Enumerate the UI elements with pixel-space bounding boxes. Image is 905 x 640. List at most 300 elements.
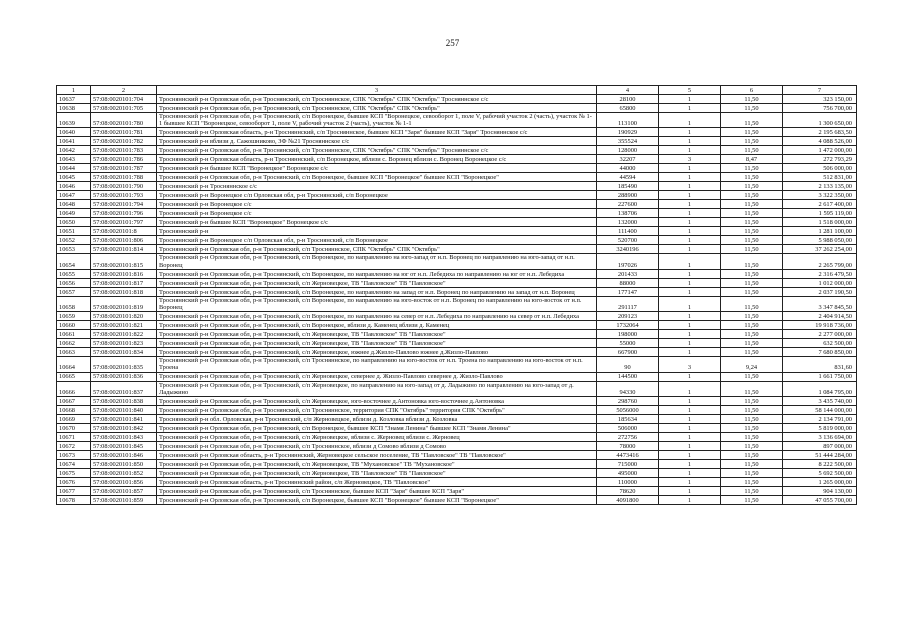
table-cell: 355524: [597, 137, 659, 146]
table-cell: 1: [659, 424, 721, 433]
table-row: [57, 415, 857, 424]
table-cell: 1: [659, 269, 721, 278]
table-cell: Тросняннский р-н Орловская область, р-н Тросняннский, с/п Воронецкое, вблизи с. Воронец вблизи с. Воронец Воронецкое с/с: [157, 155, 597, 164]
table-cell: 10642: [57, 146, 91, 155]
table-cell: 57:08:0020101:850: [91, 460, 157, 469]
table-cell: 57:08:0020101:794: [91, 200, 157, 209]
table-row: [57, 128, 857, 137]
table-cell: 11,50: [721, 146, 783, 155]
table-cell: 11,50: [721, 451, 783, 460]
table-cell: 1: [659, 433, 721, 442]
table-row: [57, 372, 857, 381]
table-cell: 88000: [597, 278, 659, 287]
table-cell: Тросняннский р-н Орловская обл, р-н Троснянский, с/п Жерновецкое, севернее д. Жизло-Павлово севернее д. Жизло-Павлово: [157, 372, 597, 381]
table-cell: 1 472 000,00: [783, 146, 857, 155]
table-cell: 10638: [57, 104, 91, 113]
table-cell: 94330: [597, 381, 659, 396]
table-cell: 1: [659, 442, 721, 451]
table-cell: 11,50: [721, 227, 783, 236]
table-cell: 57:08:0020101:843: [91, 433, 157, 442]
table-cell: 57:08:0020101:783: [91, 146, 157, 155]
table-cell: 57:08:0020101:819: [91, 296, 157, 311]
table-cell: 185490: [597, 182, 659, 191]
table-cell: 44000: [597, 164, 659, 173]
table-cell: Тросняннский р-н Воронецкое с/с: [157, 200, 597, 209]
table-cell: 10646: [57, 182, 91, 191]
table-cell: Тросняннский р-н Орловская область, р-н Тросняннский, с/п Тросняннское, бывшее КСП "Заря" бывшее КСП "Заря" Тросняннское с/с: [157, 128, 597, 137]
table-cell: Тросняннский р-н Орловская обл, р-н Троснянский, с/п Тросняннское, бывшее КСП "Заря" бывшее КСП "Заря": [157, 487, 597, 496]
table-cell: 1: [659, 113, 721, 128]
table-cell: 113100: [597, 113, 659, 128]
table-cell: 2 037 190,50: [783, 287, 857, 296]
table-row: [57, 137, 857, 146]
table-cell: 11,50: [721, 95, 783, 104]
table-cell: 2 134 791,00: [783, 415, 857, 424]
table-cell: Тросняннский р-н Орловская обл, р-н Троснянский, с/п Воронецкое, по направлению на юго-восток от н.п. Воронец по направлению на юго-восток от н.п. Воронец: [157, 296, 597, 311]
table-cell: 78620: [597, 487, 659, 496]
table-cell: 10639: [57, 113, 91, 128]
table-row: [57, 173, 857, 182]
table-cell: 11,50: [721, 348, 783, 357]
table-row: [57, 278, 857, 287]
register-table-wrapper: [56, 85, 856, 505]
table-cell: 1: [659, 415, 721, 424]
table-row: [57, 339, 857, 348]
table-cell: Тросняннский р-н Орловская обл, р-н Троснянский, с/п Тросняннское, по направлению на юго-восток от н.п. Троена по направлению на юго-восток от н.п. Троена: [157, 357, 597, 372]
table-cell: 10667: [57, 397, 91, 406]
table-cell: 57:08:0020101:786: [91, 155, 157, 164]
table-cell: Тросняннский р-н Орловская область, р-н Тросняннский район, с/п Жерновецкое, ТВ "Павловское": [157, 478, 597, 487]
table-cell: 110000: [597, 478, 659, 487]
table-cell: 57:08:0020101:806: [91, 236, 157, 245]
table-cell: 897 000,00: [783, 442, 857, 451]
table-cell: 1 300 650,00: [783, 113, 857, 128]
table-cell: 5 988 050,00: [783, 236, 857, 245]
table-cell: 1: [659, 451, 721, 460]
table-row: [57, 357, 857, 372]
table-cell: 11,50: [721, 164, 783, 173]
table-cell: 10672: [57, 442, 91, 451]
table-cell: 7 680 850,00: [783, 348, 857, 357]
table-cell: 4473416: [597, 451, 659, 460]
table-cell: 11,50: [721, 182, 783, 191]
table-cell: 11,50: [721, 209, 783, 218]
column-header: 1: [57, 86, 91, 95]
table-row: [57, 155, 857, 164]
table-cell: 10645: [57, 173, 91, 182]
column-header: 3: [157, 86, 597, 95]
table-cell: 1: [659, 397, 721, 406]
table-cell: Тросняннский р-н Орловская обл, р-н Троснянский, с/п Тросняннское, СПК "Октябрь" СПК "Октябрь": [157, 104, 597, 113]
table-cell: 1: [659, 254, 721, 269]
table-cell: 11,50: [721, 321, 783, 330]
table-cell: 11,50: [721, 460, 783, 469]
table-cell: 506 000,00: [783, 164, 857, 173]
table-cell: 11,50: [721, 173, 783, 182]
table-cell: 57:08:0020101:788: [91, 173, 157, 182]
table-cell: 10656: [57, 278, 91, 287]
table-cell: 32207: [597, 155, 659, 164]
table-cell: 10662: [57, 339, 91, 348]
table-cell: 11,50: [721, 496, 783, 505]
table-cell: 57:08:0020101:817: [91, 278, 157, 287]
table-cell: 1: [659, 104, 721, 113]
table-cell: 5 819 000,00: [783, 424, 857, 433]
table-cell: Тросняннский р-н Орловская область, р-н Тросняннский, Жерновецкое сельское поселение, ТВ "Павловское" ТВ "Павловское": [157, 451, 597, 460]
table-row: [57, 218, 857, 227]
table-row: [57, 200, 857, 209]
table-cell: 11,50: [721, 104, 783, 113]
table-cell: 831,60: [783, 357, 857, 372]
table-row: [57, 381, 857, 396]
table-cell: 57:08:0020101:838: [91, 397, 157, 406]
table-cell: 10674: [57, 460, 91, 469]
table-cell: 11,50: [721, 278, 783, 287]
table-cell: 2 195 683,50: [783, 128, 857, 137]
table-cell: 10654: [57, 254, 91, 269]
table-cell: 1: [659, 164, 721, 173]
table-row: [57, 496, 857, 505]
table-cell: 1: [659, 287, 721, 296]
table-cell: 201433: [597, 269, 659, 278]
table-cell: 90: [597, 357, 659, 372]
table-cell: 1: [659, 381, 721, 396]
table-cell: 1: [659, 296, 721, 311]
table-cell: 11,50: [721, 200, 783, 209]
table-cell: 57:08:0020101:782: [91, 137, 157, 146]
table-row: [57, 451, 857, 460]
table-cell: 57:08:0020101:822: [91, 330, 157, 339]
table-cell: 1: [659, 406, 721, 415]
table-row: [57, 191, 857, 200]
table-cell: 1: [659, 128, 721, 137]
table-cell: 1: [659, 209, 721, 218]
table-cell: 10644: [57, 164, 91, 173]
table-cell: 10648: [57, 200, 91, 209]
table-cell: 57:08:0020101:815: [91, 254, 157, 269]
table-row: [57, 146, 857, 155]
table-cell: 1: [659, 469, 721, 478]
table-cell: 1: [659, 321, 721, 330]
table-cell: 55000: [597, 339, 659, 348]
table-cell: 57:08:0020101:787: [91, 164, 157, 173]
table-cell: 11,50: [721, 487, 783, 496]
table-cell: 10651: [57, 227, 91, 236]
table-cell: 1: [659, 372, 721, 381]
table-cell: 2 617 400,00: [783, 200, 857, 209]
table-cell: 9,24: [721, 357, 783, 372]
table-cell: 57:08:0020101:834: [91, 348, 157, 357]
table-cell: 44594: [597, 173, 659, 182]
table-cell: Тросняннский р-н Орловская обл, р-н Троснянский, с/п Жерновецкое, вблизи с. Жерновец вблизи с. Жерновец: [157, 433, 597, 442]
table-row: [57, 104, 857, 113]
table-cell: 1: [659, 146, 721, 155]
table-cell: 78000: [597, 442, 659, 451]
table-cell: 1 265 000,00: [783, 478, 857, 487]
table-cell: 57:08:0020101:796: [91, 209, 157, 218]
table-cell: Тросняннский р-н Орловская обл, р-н Троснянский, с/п Воронецкое, по направлению на запад от н.п. Воронец по направлению на запад от н.п. Воронец: [157, 287, 597, 296]
table-cell: Тросняннский р-н Орловская обл, р-н Троснянский, с/п Жерновецкое, ТВ "Павловское" ТВ "Павловское": [157, 278, 597, 287]
table-cell: Тросняннский р-н Орловская обл, р-н Троснянский, с/п Тросняннское, территория СПК "Октябрь" территория СПК "Октябрь": [157, 406, 597, 415]
table-cell: 10653: [57, 245, 91, 254]
table-cell: 1: [659, 227, 721, 236]
table-cell: 58 144 000,00: [783, 406, 857, 415]
table-cell: 138706: [597, 209, 659, 218]
table-cell: 512 831,00: [783, 173, 857, 182]
table-cell: 1: [659, 95, 721, 104]
table-row: [57, 113, 857, 128]
table-cell: 1: [659, 245, 721, 254]
table-row: [57, 164, 857, 173]
table-cell: 57:08:0020101:823: [91, 339, 157, 348]
column-header: 5: [659, 86, 721, 95]
table-cell: Тросняннский р-н Орловская обл, р-н Троснянский, с/п Воронецкое, бывшее КСП "Воронецкое" бывшее КСП "Воронецкое": [157, 496, 597, 505]
table-cell: 57:08:0020101:836: [91, 372, 157, 381]
table-cell: 57:08:0020101:845: [91, 442, 157, 451]
table-cell: 3 347 845,50: [783, 296, 857, 311]
table-cell: 11,50: [721, 296, 783, 311]
table-cell: Тросняннский р-н Орловская обл, р-н Троснянский, с/п Воронецкое, вблизи д. Каменец вблизи д. Каменец: [157, 321, 597, 330]
header-row: [57, 86, 857, 95]
table-cell: Тросняннский р-н Воронецкое с/п Орловская обл, р-н Троснянский, с/п Воронецкое: [157, 191, 597, 200]
table-row: [57, 406, 857, 415]
table-row: [57, 397, 857, 406]
table-cell: 3240196: [597, 245, 659, 254]
table-cell: Тросняннский р-н бывшее КСП "Воронецкое" Воронецкое с/с: [157, 218, 597, 227]
table-cell: Тросняннский р-н Орловская обл, р-н Троснянский, с/п Воронецкое, по направлению на юг от н.п. Лебедиха по направлению на юг от н.п. Лебедиха: [157, 269, 597, 278]
table-row: [57, 348, 857, 357]
column-header: 6: [721, 86, 783, 95]
table-cell: 57:08:0020101:846: [91, 451, 157, 460]
table-row: [57, 330, 857, 339]
table-cell: 8,47: [721, 155, 783, 164]
table-cell: 10647: [57, 191, 91, 200]
table-cell: 10643: [57, 155, 91, 164]
table-cell: 11,50: [721, 312, 783, 321]
table-cell: 57:08:0020101:842: [91, 424, 157, 433]
table-cell: 1: [659, 460, 721, 469]
table-cell: 1 661 750,00: [783, 372, 857, 381]
table-cell: 132000: [597, 218, 659, 227]
table-cell: 185634: [597, 415, 659, 424]
table-cell: 10670: [57, 424, 91, 433]
table-cell: 10655: [57, 269, 91, 278]
table-cell: 11,50: [721, 339, 783, 348]
table-cell: 1: [659, 182, 721, 191]
table-cell: Тросняннский р-н Орловская обл, р-н Троснянский, с/п Тросняннское, СПК "Октябрь" СПК "Октябрь" Тросняннское с/с: [157, 146, 597, 155]
table-cell: 11,50: [721, 254, 783, 269]
table-cell: 57:08:0020101:790: [91, 182, 157, 191]
table-row: [57, 245, 857, 254]
table-cell: 1: [659, 487, 721, 496]
table-cell: 11,50: [721, 381, 783, 396]
table-cell: 11,50: [721, 113, 783, 128]
table-cell: 1 012 000,00: [783, 278, 857, 287]
table-cell: 288900: [597, 191, 659, 200]
table-cell: 11,50: [721, 245, 783, 254]
table-cell: 632 500,00: [783, 339, 857, 348]
table-cell: 37 262 254,00: [783, 245, 857, 254]
table-cell: 4 088 526,00: [783, 137, 857, 146]
table-cell: Тросняннский р-н Орловская обл, р-н Троснянский, с/п Жерновецкое, ТВ "Павловское" ТВ "Павловское": [157, 469, 597, 478]
table-cell: 904 130,00: [783, 487, 857, 496]
table-cell: 1: [659, 200, 721, 209]
table-cell: 197026: [597, 254, 659, 269]
table-cell: 10671: [57, 433, 91, 442]
table-cell: 144500: [597, 372, 659, 381]
table-cell: 11,50: [721, 191, 783, 200]
table-row: [57, 269, 857, 278]
table-cell: 57:08:0020101:841: [91, 415, 157, 424]
table-cell: 1: [659, 348, 721, 357]
table-row: [57, 287, 857, 296]
table-cell: Тросняннский р-н бывшее КСП "Воронецкое" Воронецкое с/с: [157, 164, 597, 173]
column-header: 2: [91, 86, 157, 95]
table-cell: 298760: [597, 397, 659, 406]
table-cell: 520700: [597, 236, 659, 245]
table-cell: 1: [659, 173, 721, 182]
table-cell: 57:08:0020101:852: [91, 469, 157, 478]
table-cell: 1 281 100,00: [783, 227, 857, 236]
table-cell: 57:08:0020101:835: [91, 357, 157, 372]
table-cell: 3: [659, 155, 721, 164]
table-cell: 209123: [597, 312, 659, 321]
table-cell: 57:08:0020101:780: [91, 113, 157, 128]
table-row: [57, 296, 857, 311]
table-cell: 51 444 284,00: [783, 451, 857, 460]
table-cell: 57:08:0020101:781: [91, 128, 157, 137]
table-row: [57, 321, 857, 330]
table-row: [57, 236, 857, 245]
table-row: [57, 227, 857, 236]
table-cell: 11,50: [721, 128, 783, 137]
table-cell: 57:08:0020101:8: [91, 227, 157, 236]
table-cell: 1: [659, 312, 721, 321]
table-cell: Тросняннский р-н Орловская обл, р-н Троснянский, с/п Воронецкое, бывшее КСП "Воронецкое, севооборот 1, поле V, рабочий участок 2 (часть), участок № 1-1 бывшее КСП "Воронецкое, севооборот 1, поле V, рабочий участок 2 (часть), участок № 1-1: [157, 113, 597, 128]
table-cell: 57:08:0020101:818: [91, 287, 157, 296]
column-header: 7: [783, 86, 857, 95]
table-cell: 10637: [57, 95, 91, 104]
table-cell: 2 316 479,50: [783, 269, 857, 278]
table-cell: 198000: [597, 330, 659, 339]
table-cell: 1: [659, 330, 721, 339]
table-row: [57, 182, 857, 191]
table-cell: 2 133 135,00: [783, 182, 857, 191]
table-cell: 10649: [57, 209, 91, 218]
table-cell: 11,50: [721, 406, 783, 415]
table-cell: 10677: [57, 487, 91, 496]
table-cell: 227600: [597, 200, 659, 209]
column-header: 4: [597, 86, 659, 95]
table-cell: 10665: [57, 372, 91, 381]
table-cell: 1: [659, 236, 721, 245]
table-cell: 57:08:0020101:840: [91, 406, 157, 415]
table-cell: Тросняннский р-н Орловская обл, р-н Троснянский, с/п Тросняннское, СПК "Октябрь" СПК "Октябрь": [157, 245, 597, 254]
table-cell: 10661: [57, 330, 91, 339]
table-cell: 1 084 795,00: [783, 381, 857, 396]
table-cell: 2 404 914,50: [783, 312, 857, 321]
table-cell: Тросняннский р-н Орловская обл, р-н Троснянский, с/п Воронецкое, по направлению на юго-запад от н.п. Воронец по направлению на юго-запад от н.п. Воронец: [157, 254, 597, 269]
table-cell: 3 136 694,00: [783, 433, 857, 442]
table-cell: 10650: [57, 218, 91, 227]
table-cell: 11,50: [721, 330, 783, 339]
table-cell: 11,50: [721, 469, 783, 478]
table-cell: 11,50: [721, 424, 783, 433]
table-cell: 11,50: [721, 269, 783, 278]
table-cell: Тросняннский р-н Орловская обл, р-н Троснянский, с/п Жерновецкое, южнее д.Жизло-Павлово южнее д.Жизло-Павлово: [157, 348, 597, 357]
table-cell: Тросняннский р-н вблизи д. Сажошниково, ЗФ №21 Тросняннское с/с: [157, 137, 597, 146]
table-cell: 11,50: [721, 415, 783, 424]
table-cell: Тросняннский р-н Орловская обл, р-н Троснянский, с/п Жерновецкое, юго-восточнее д.Антоновка юго-восточнее д.Антоновка: [157, 397, 597, 406]
table-cell: 57:08:0020101:821: [91, 321, 157, 330]
table-cell: 291117: [597, 296, 659, 311]
table-cell: 2 277 000,00: [783, 330, 857, 339]
table-cell: Тросняннский р-н Орловская обл, р-н Троснянский, с/п Тросняннское, вблизи д Сомово вблизи д Сомово: [157, 442, 597, 451]
table-cell: 10641: [57, 137, 91, 146]
table-cell: 10678: [57, 496, 91, 505]
table-cell: 10675: [57, 469, 91, 478]
table-cell: 506000: [597, 424, 659, 433]
table-cell: 57:08:0020101:705: [91, 104, 157, 113]
table-cell: 57:08:0020101:816: [91, 269, 157, 278]
table-cell: Тросняннский р-н Орловская обл, р-н Троснянский, с/п Воронецкое, бывшее КСП "Знамя Ленина" бывшее КСП "Знамя Ленина": [157, 424, 597, 433]
table-cell: 57:08:0020101:793: [91, 191, 157, 200]
table-cell: 272756: [597, 433, 659, 442]
table-cell: 10663: [57, 348, 91, 357]
table-cell: 28100: [597, 95, 659, 104]
table-cell: 1: [659, 478, 721, 487]
table-cell: 495000: [597, 469, 659, 478]
table-cell: 667900: [597, 348, 659, 357]
table-row: [57, 209, 857, 218]
table-cell: 57:08:0020101:857: [91, 487, 157, 496]
table-cell: 4091800: [597, 496, 659, 505]
table-cell: 715000: [597, 460, 659, 469]
table-cell: Тросняннский р-н: [157, 227, 597, 236]
table-row: [57, 312, 857, 321]
table-cell: 3 322 350,00: [783, 191, 857, 200]
table-cell: 177147: [597, 287, 659, 296]
table-cell: 11,50: [721, 442, 783, 451]
table-cell: 10660: [57, 321, 91, 330]
table-cell: 10658: [57, 296, 91, 311]
table-cell: 8 222 500,00: [783, 460, 857, 469]
table-cell: 11,50: [721, 218, 783, 227]
table-cell: 10664: [57, 357, 91, 372]
table-cell: 57:08:0020101:859: [91, 496, 157, 505]
table-cell: 10652: [57, 236, 91, 245]
table-cell: 19 918 736,00: [783, 321, 857, 330]
table-row: [57, 95, 857, 104]
table-cell: 10640: [57, 128, 91, 137]
table-cell: 2 265 799,00: [783, 254, 857, 269]
table-cell: Тросняннский р-н Орловская обл, р-н Троснянский, с/п Жерновецкое, ТВ "Мухановское" ТВ "Мухановское": [157, 460, 597, 469]
table-cell: Тросняннский р-н Воронецкое с/п Орловская обл, р-н Троснянский, с/п Воронецкое: [157, 236, 597, 245]
table-cell: 11,50: [721, 433, 783, 442]
table-cell: 11,50: [721, 287, 783, 296]
table-cell: 57:08:0020101:837: [91, 381, 157, 396]
table-cell: 10668: [57, 406, 91, 415]
table-cell: 756 700,00: [783, 104, 857, 113]
table-cell: Тросняннский р-н Орловская обл, р-н Троснянский, с/п Воронецкое, по направлению на север от н.п. Лебедиха по направлению на север от н.п. Лебедиха: [157, 312, 597, 321]
table-cell: 272 793,29: [783, 155, 857, 164]
table-cell: 5 692 500,00: [783, 469, 857, 478]
table-cell: 10673: [57, 451, 91, 460]
table-row: [57, 478, 857, 487]
table-cell: 10669: [57, 415, 91, 424]
table-cell: 1: [659, 278, 721, 287]
table-cell: 11,50: [721, 236, 783, 245]
